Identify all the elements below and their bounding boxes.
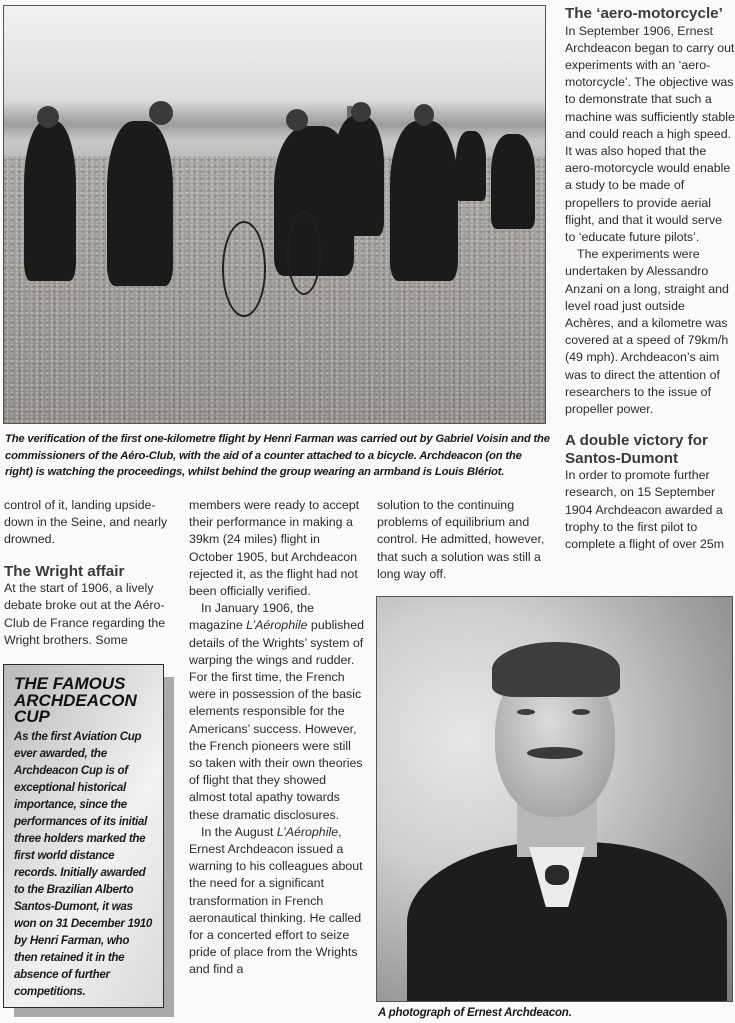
photo-figure [390, 121, 458, 281]
photo-figure-head [149, 101, 173, 125]
photo-figure-head [351, 102, 371, 122]
text-run: , Ernest Archdeacon issued a warning to his colleagues about the need for a significant transformation in French aeronautical thinking. He called for a concerted effort to seize pride of place from the Wrights and find a [189, 824, 363, 977]
text-run: In January 1906, the magazine [189, 601, 314, 633]
photo-figure [491, 134, 535, 229]
sidebar-archdeacon-cup [3, 664, 164, 1008]
paragraph: control of it, landing upside-down in the Seine, and nearly drowned. [4, 498, 168, 547]
bicycle-wheel [222, 221, 266, 317]
photo-figure-head [414, 104, 434, 126]
photo-figure [334, 116, 384, 236]
paragraph: In September 1906, Ernest Archdeacon began to carry out experiments with an ‘aero-motorcycle’. The objective was to demonstrate that such a machine was sufficiently stable and could reach a high speed. It was also hoped that the aero-motorcycle would enable a study to be made of propellers to provide aerial flight, and that it would serve to ‘educate future pilots’. [565, 23, 735, 244]
sidebar-title: THE FAMOUS ARCHDEACON CUP [14, 674, 137, 726]
portrait-photograph [376, 596, 733, 1002]
photo-figure [24, 121, 76, 281]
paragraph: solution to the continuing problems of equilibrium and control. He admitted, however, that such a solution was still a long way off. [377, 498, 545, 581]
magazine-title: L’Aérophile [276, 824, 339, 839]
section-heading-wright-affair: The Wright affair [4, 562, 125, 580]
bicycle-wheel [287, 211, 321, 295]
portrait-eye [517, 709, 535, 715]
paragraph [189, 824, 365, 979]
column-2 [189, 497, 365, 979]
paragraph [189, 600, 365, 824]
photo-figure [107, 121, 173, 286]
portrait-eye [572, 709, 590, 715]
section-heading-double-victory: A double victory for Santos-Dumont [565, 432, 708, 467]
magazine-title: L’Aérophile [246, 618, 308, 633]
photo-figure-head [37, 106, 59, 128]
paragraph: In order to promote further research, on 15 September 1904 Archdeacon awarded a trophy to the first pilot to complete a flight of over 25m [565, 468, 725, 551]
column-3 [377, 497, 555, 583]
top-photograph [3, 5, 546, 424]
paragraph: At the start of 1906, a lively debate broke out at the Aéro-Club de France regarding the Wright brothers. Some [4, 581, 166, 647]
section-heading-aero-motorcycle: The ‘aero-motorcycle’ [565, 5, 723, 22]
top-photo-caption: The verification of the first one-kilometre flight by Henri Farman was carried out by Gabriel Voisin and the commissioners of the Aéro-Club, with the aid of a counter attached to a bicycle. Archdeacon (on the right) is watching the proceedings, whilst behind the group wearing an armband is Louis Blériot. [5, 433, 550, 478]
sidebar-body: As the first Aviation Cup ever awarded, the Archdeacon Cup is of exceptional historical importance, since the performances of its initial three holders marked the first world distance records. Initially awarded to the Brazilian Alberto Santos-Dumont, it was won on 31 December 1910 by Henri Farman, who then retained it in the absence of further competitions. [14, 729, 153, 998]
photo-figure-head [286, 109, 308, 131]
portrait-moustache [527, 747, 583, 759]
paragraph: The experiments were undertaken by Alessandro Anzani on a long, straight and level road just outside Achères, and a kilometre was covered at a speed of 79km/h (49 mph). Archdeacon’s aim was to direct the attention of researchers to the issue of propeller power. [565, 247, 729, 416]
portrait-tie [545, 865, 569, 885]
text-run: In the August [201, 824, 277, 839]
text-run: published details of the Wrights’ system of warping the wings and rudder. For the first time, the French were in possession of the basic elements responsible for the Americans’ success. However, the French pioneers were still so taken with their own theories of flight that they showed almost total apathy towards these dramatic disclosures. [189, 618, 364, 822]
column-1 [4, 497, 174, 649]
right-column [565, 5, 735, 553]
paragraph: members were ready to accept their performance in making a 39km (24 miles) flight in October 1905, but Archdeacon rejected it, as the flight had not been officially verified. [189, 498, 360, 599]
portrait-hair [492, 642, 620, 697]
photo-figure [456, 131, 486, 201]
portrait-caption: A photograph of Ernest Archdeacon. [378, 1007, 572, 1019]
